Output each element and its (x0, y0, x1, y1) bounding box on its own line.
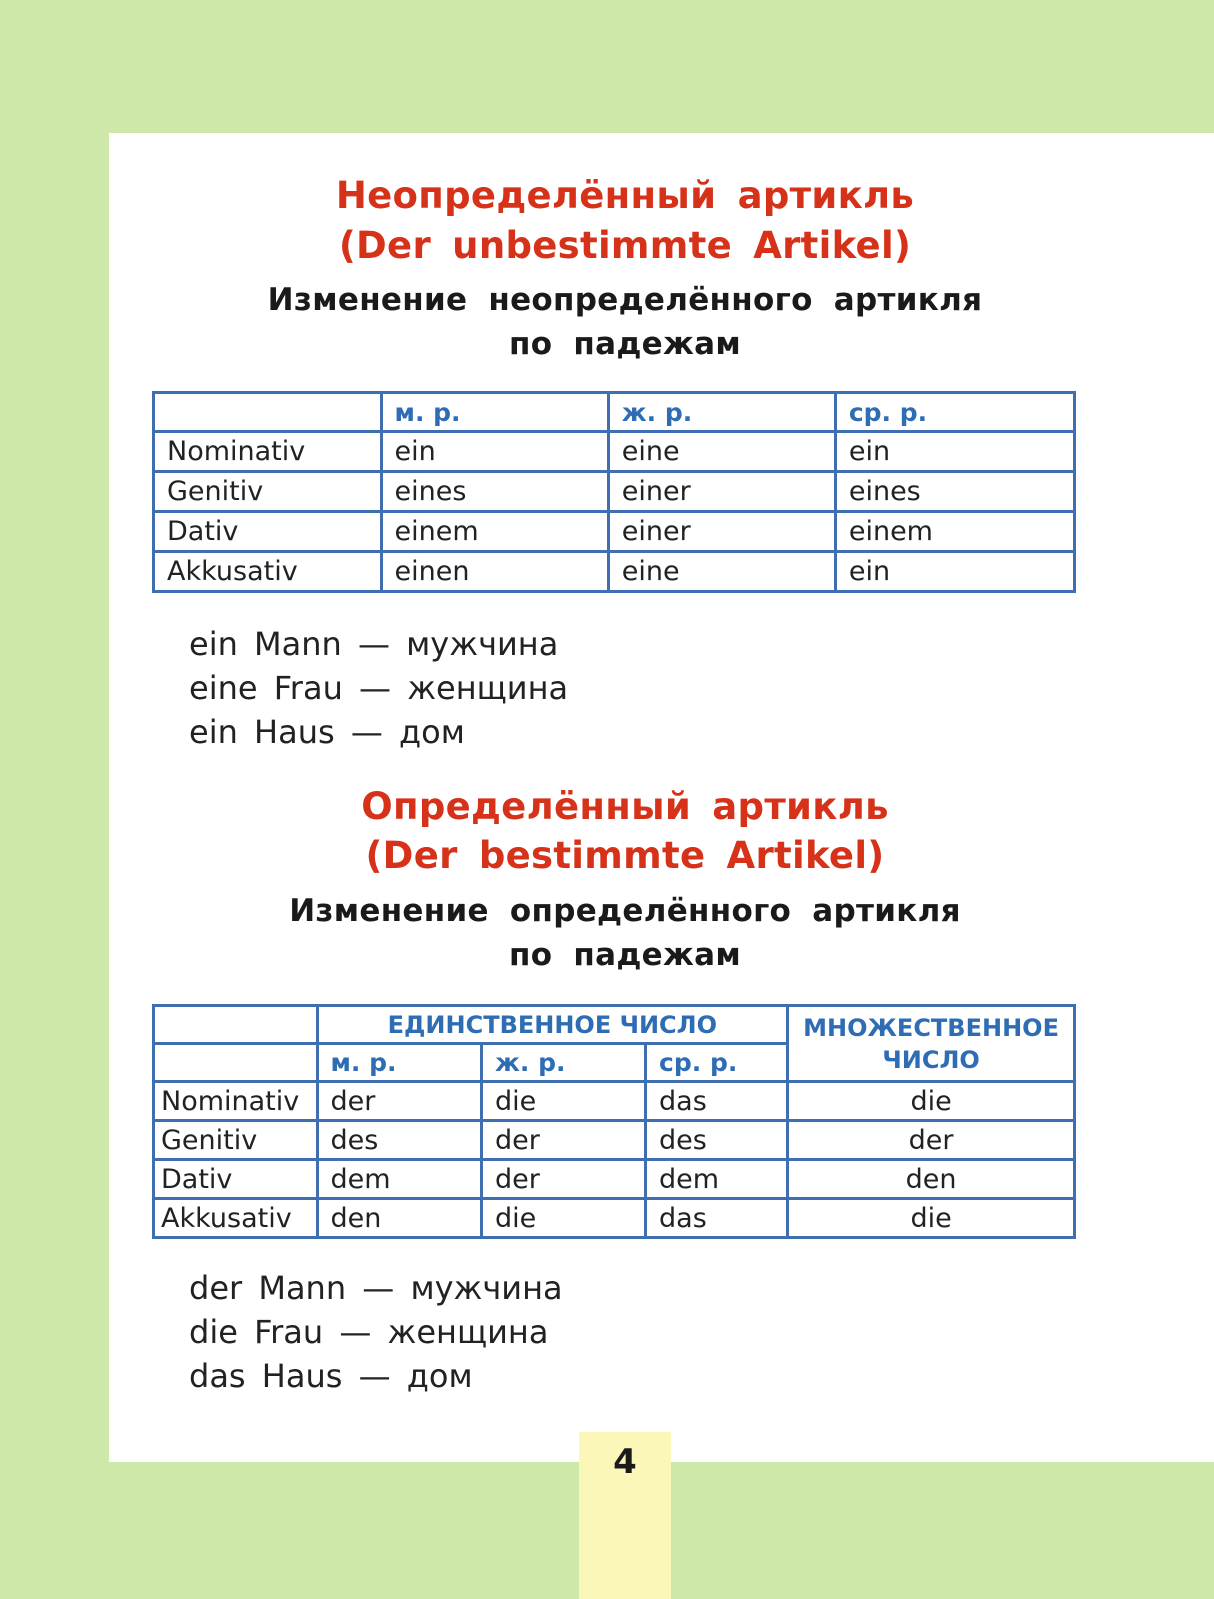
case-label: Nominativ (154, 432, 382, 472)
table-cell: eine (608, 552, 835, 592)
section1-examples (189, 622, 568, 754)
table-cell: das (646, 1199, 788, 1238)
header-cell-masculine: м. р. (317, 1044, 481, 1082)
table-cell: die (481, 1082, 645, 1121)
case-label: Genitiv (154, 1121, 318, 1160)
indefinite-article-table (152, 391, 1076, 593)
section1-title-ru: Неопределённый артикль (335, 174, 915, 217)
page-number: 4 (613, 1442, 637, 1482)
table-cell: ein (835, 432, 1074, 472)
header-cell-feminine: ж. р. (608, 393, 835, 432)
table-cell: den (317, 1199, 481, 1238)
case-label: Dativ (154, 512, 382, 552)
table-row (154, 1121, 1075, 1160)
table-row (154, 1199, 1075, 1238)
section1-subtitle-line2: по падежам (508, 326, 741, 362)
table-row (154, 552, 1075, 592)
table-cell: die (788, 1199, 1075, 1238)
header-cell-neuter: ср. р. (835, 393, 1074, 432)
header-cell (154, 393, 382, 432)
example-line: eine Frau — женщина (189, 669, 569, 707)
example-line: die Frau — женщина (189, 1313, 549, 1351)
table-cell: einer (608, 472, 835, 512)
section2-subtitle-line1: Изменение определённого артикля (289, 893, 961, 929)
section2-title-ru: Определённый артикль (361, 785, 889, 828)
table-header-row (154, 393, 1075, 432)
table-row (154, 512, 1075, 552)
table-cell: dem (646, 1160, 788, 1199)
section1-subtitle-line1: Изменение неопределённого артикля (267, 282, 983, 318)
table-cell: die (481, 1199, 645, 1238)
example-line: der Mann — мужчина (189, 1269, 563, 1307)
header-cell-neuter: ср. р. (646, 1044, 788, 1082)
section2-title-de: (Der bestimmte Artikel) (365, 834, 885, 877)
table-cell: der (317, 1082, 481, 1121)
case-label: Akkusativ (154, 1199, 318, 1238)
header-cell-masculine: м. р. (381, 393, 608, 432)
table-cell: ein (835, 552, 1074, 592)
table-cell: des (317, 1121, 481, 1160)
case-label: Genitiv (154, 472, 382, 512)
plural-header: МНОЖЕСТВЕННОЕ ЧИСЛО (788, 1006, 1075, 1082)
example-line: das Haus — дом (189, 1357, 473, 1395)
table-cell: ein (381, 432, 608, 472)
table-cell: der (481, 1160, 645, 1199)
page-number-box (579, 1432, 671, 1599)
table-cell: des (646, 1121, 788, 1160)
example-line: ein Haus — дом (189, 713, 465, 751)
table-cell: einem (381, 512, 608, 552)
example-line: ein Mann — мужчина (189, 625, 559, 663)
table-header-row (154, 1006, 1075, 1044)
header-cell (154, 1006, 318, 1044)
table-row (154, 1082, 1075, 1121)
table-row (154, 432, 1075, 472)
table-cell: das (646, 1082, 788, 1121)
table-cell: einen (381, 552, 608, 592)
table-cell: eines (381, 472, 608, 512)
table-cell: der (481, 1121, 645, 1160)
table-row (154, 1160, 1075, 1199)
section2-examples (189, 1266, 563, 1398)
table-row (154, 472, 1075, 512)
section2-subtitle-line2: по падежам (508, 937, 741, 973)
table-cell: die (788, 1082, 1075, 1121)
case-label: Nominativ (154, 1082, 318, 1121)
header-cell-feminine: ж. р. (481, 1044, 645, 1082)
table-cell: den (788, 1160, 1075, 1199)
definite-article-table (152, 1004, 1076, 1239)
table-cell: einem (835, 512, 1074, 552)
table-cell: eines (835, 472, 1074, 512)
case-label: Dativ (154, 1160, 318, 1199)
table-cell: einer (608, 512, 835, 552)
case-label: Akkusativ (154, 552, 382, 592)
section1-title-de: (Der unbestimmte Artikel) (338, 224, 912, 267)
table-cell: der (788, 1121, 1075, 1160)
header-cell (154, 1044, 318, 1082)
table-cell: eine (608, 432, 835, 472)
singular-header: ЕДИНСТВЕННОЕ ЧИСЛО (317, 1006, 788, 1044)
table-cell: dem (317, 1160, 481, 1199)
